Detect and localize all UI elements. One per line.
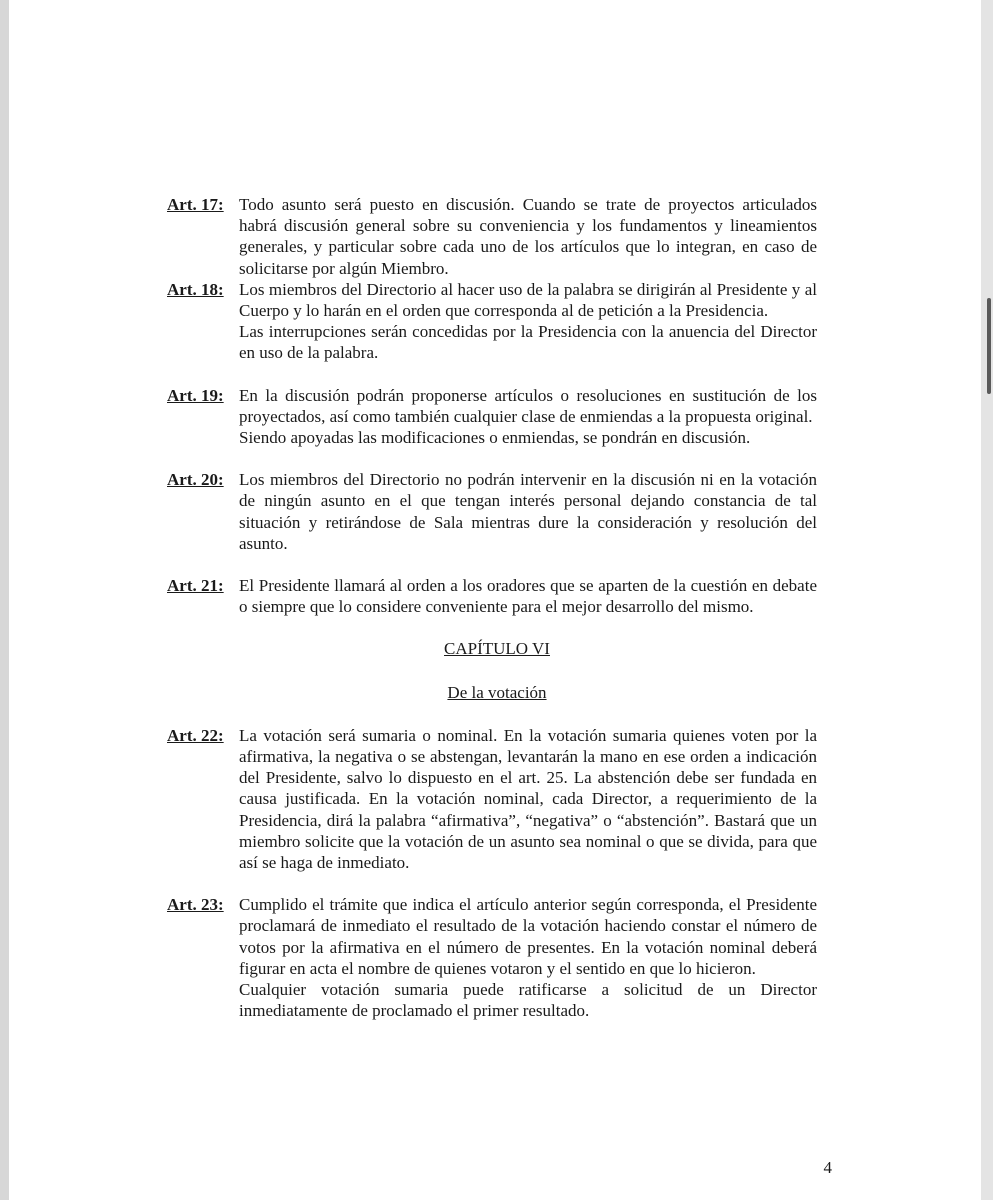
article-text bbox=[239, 469, 817, 554]
article-paragraph: Cualquier votación sumaria puede ratificarse a solicitud de un Director inmediatamente de proclamado el primer resultado. bbox=[239, 980, 817, 1021]
article-text bbox=[239, 725, 817, 873]
article-17 bbox=[167, 194, 817, 279]
article-paragraph: Las interrupciones serán concedidas por la Presidencia con la anuencia del Director en uso de la palabra. bbox=[239, 322, 817, 363]
article-text bbox=[239, 385, 817, 449]
article-label: Art. 19: bbox=[167, 385, 224, 405]
article-paragraph: Cumplido el trámite que indica el artículo anterior según corresponda, el Presidente proclamará de inmediato el resultado de la votación haciendo constar el número de votos por la afirmativa en el número de presentes. En la votación nominal deberá figurar en acta el nombre de quienes votaron y el sentido en que lo hicieron. bbox=[239, 895, 817, 978]
article-text bbox=[239, 194, 817, 279]
article-text bbox=[239, 575, 817, 617]
article-21 bbox=[167, 575, 817, 617]
article-paragraph: Siendo apoyadas las modificaciones o enmiendas, se pondrán en discusión. bbox=[239, 428, 751, 448]
viewer-scrollbar[interactable] bbox=[981, 0, 993, 1200]
article-paragraph: Los miembros del Directorio no podrán intervenir en la discusión ni en la votación de ningún asunto en el que tengan interés personal dejando constancia de tal situación y retirándose de Sala mientras dure la consideración y resolución del asunto. bbox=[239, 470, 817, 553]
article-label: Art. 23: bbox=[167, 895, 224, 915]
article-paragraph: En la discusión podrán proponerse artículos o resoluciones en sustitución de los proyectados, así como también cualquier clase de enmiendas a la propuesta original. bbox=[239, 385, 817, 426]
page-number: 4 bbox=[823, 1158, 832, 1177]
chapter-title: CAPÍTULO VI bbox=[444, 639, 550, 659]
article-paragraph: La votación será sumaria o nominal. En la votación sumaria quienes voten por la afirmativa, la negativa o se abstengan, levantarán la mano en ese orden a indicación del Presidente, salvo lo dispuesto en el art. 25. La abstención debe ser fundada en causa justificada. En la votación nominal, cada Director, a requerimiento de la Presidencia, dirá la palabra “afirmativa”, “negativa” o “abstención”. Bastará que un miembro solicite que la votación de un asunto sea nominal o que se divida, para que así se haga de inmediato. bbox=[239, 725, 817, 873]
article-paragraph: El Presidente llamará al orden a los oradores que se aparten de la cuestión en debate o siempre que lo considere conveniente para el mejor desarrollo del mismo. bbox=[239, 576, 817, 617]
article-18 bbox=[167, 279, 817, 364]
article-label: Art. 18: bbox=[167, 279, 224, 299]
article-label: Art. 20: bbox=[167, 470, 224, 490]
article-label: Art. 21: bbox=[167, 576, 224, 596]
article-20 bbox=[167, 469, 817, 554]
article-text bbox=[239, 279, 817, 364]
article-text bbox=[239, 894, 817, 1021]
article-23 bbox=[167, 894, 817, 1021]
article-paragraph: Todo asunto será puesto en discusión. Cuando se trate de proyectos articulados habrá discusión general sobre su conveniencia y los fundamentos y lineamientos generales, y particular sobre cada uno de los artículos que lo integran, en caso de solicitarse por algún Miembro. bbox=[239, 195, 817, 278]
article-label: Art. 22: bbox=[167, 725, 224, 745]
article-22 bbox=[167, 725, 817, 873]
scrollbar-thumb[interactable] bbox=[987, 298, 991, 394]
viewer-left-edge bbox=[0, 0, 9, 1200]
chapter-subtitle: De la votación bbox=[447, 682, 547, 702]
document-body bbox=[167, 194, 817, 1022]
article-label: Art. 17: bbox=[167, 195, 224, 214]
article-19 bbox=[167, 385, 817, 449]
article-paragraph: Los miembros del Directorio al hacer uso de la palabra se dirigirán al Presidente y al Cuerpo y lo harán en el orden que corresponda al de petición a la Presidencia. bbox=[239, 279, 817, 321]
